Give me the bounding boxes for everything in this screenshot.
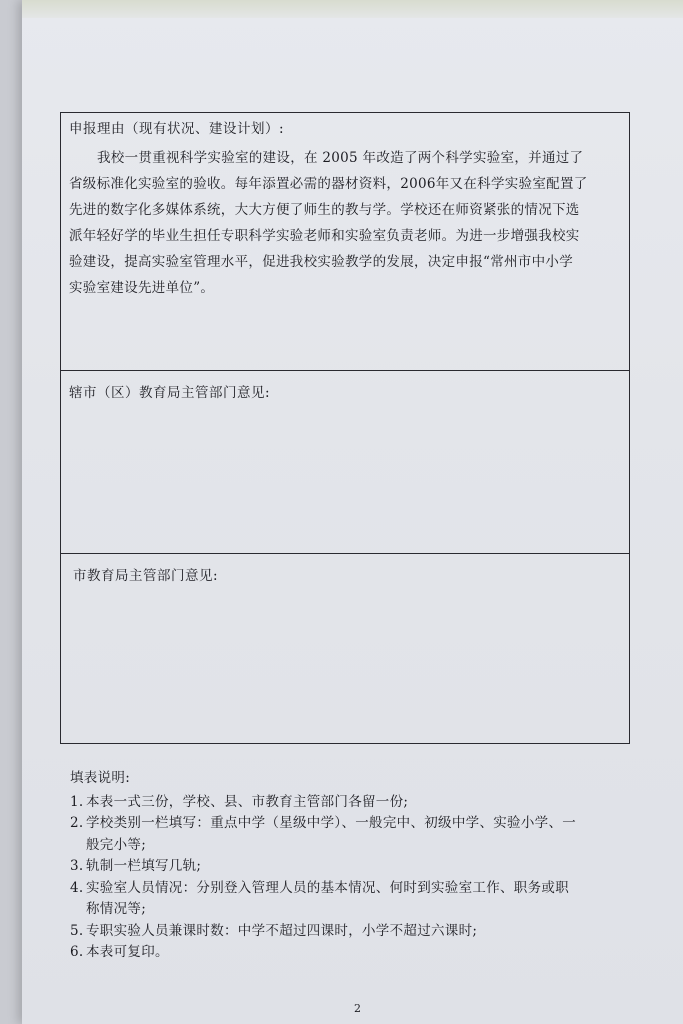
page-top-edge [22,0,683,18]
instruction-text [86,921,640,943]
reason-line: 先进的数字化多媒体系统，大大方便了师生的教与学。学校还在师资紧张的情况下选 [69,202,580,218]
instruction-item [70,792,640,814]
city-opinion-section [61,554,629,745]
instruction-line: 轨制一栏填写几轨; [86,858,202,874]
instruction-number: 1. [70,793,84,810]
instruction-line: 称情况等; [86,901,147,917]
instruction-line: 本表可复印。 [86,944,169,960]
reason-line: 省级标准化实验室的验收。每年添置必需的器材资料，2006年又在科学实验室配置了 [69,176,588,192]
instruction-item [70,813,640,856]
instruction-number: 3. [70,858,84,874]
instruction-text [86,792,640,814]
reason-title: 申报理由（现有状况、建设计划）: [69,121,285,137]
reason-line: 派年轻好学的毕业生担任专职科学实验老师和实验室负责老师。为进一步增强我校实 [69,228,580,244]
instruction-text [86,878,640,921]
instruction-number: 6. [70,944,84,960]
district-opinion-title: 辖市（区）教育局主管部门意见: [69,385,271,401]
reason-line: 我校一贯重视科学实验室的建设，在 2005 年改造了两个科学实验室，并通过了 [97,150,584,166]
instruction-item [70,942,640,964]
instruction-number: 4. [70,879,84,896]
reason-section [61,113,629,371]
instruction-item [70,878,640,921]
instruction-line: 本表一式三份，学校、县、市教育主管部门各留一份; [86,793,409,810]
city-opinion-title: 市教育局主管部门意见: [73,568,219,584]
instruction-item [70,921,640,943]
instructions-title: 填表说明: [70,770,131,786]
instruction-text [86,942,640,964]
instruction-line: 实验室人员情况：分别登入管理人员的基本情况、何时到实验室工作、职务或职 [86,879,569,896]
filling-instructions [70,768,640,964]
instruction-line: 学校类别一栏填写：重点中学（星级中学）、一般完中、初级中学、实验小学、一 [86,815,577,831]
page-number: 2 [354,1002,361,1015]
reason-line: 验建设，提高实验室管理水平，促进我校实验教学的发展，决定申报“常州市中小学 [69,254,574,270]
instruction-number: 5. [70,922,84,939]
instruction-text [86,813,640,856]
instruction-text [86,856,640,878]
instruction-line: 般完小等; [86,836,147,853]
instruction-line: 专职实验人员兼课时数：中学不超过四课时，小学不超过六课时; [86,922,478,939]
instruction-item [70,856,640,878]
instruction-number: 2. [70,815,84,831]
reason-body [69,145,624,301]
reason-line: 实验室建设先进单位”。 [69,280,215,296]
application-form-table [60,112,630,744]
district-opinion-section [61,371,629,554]
